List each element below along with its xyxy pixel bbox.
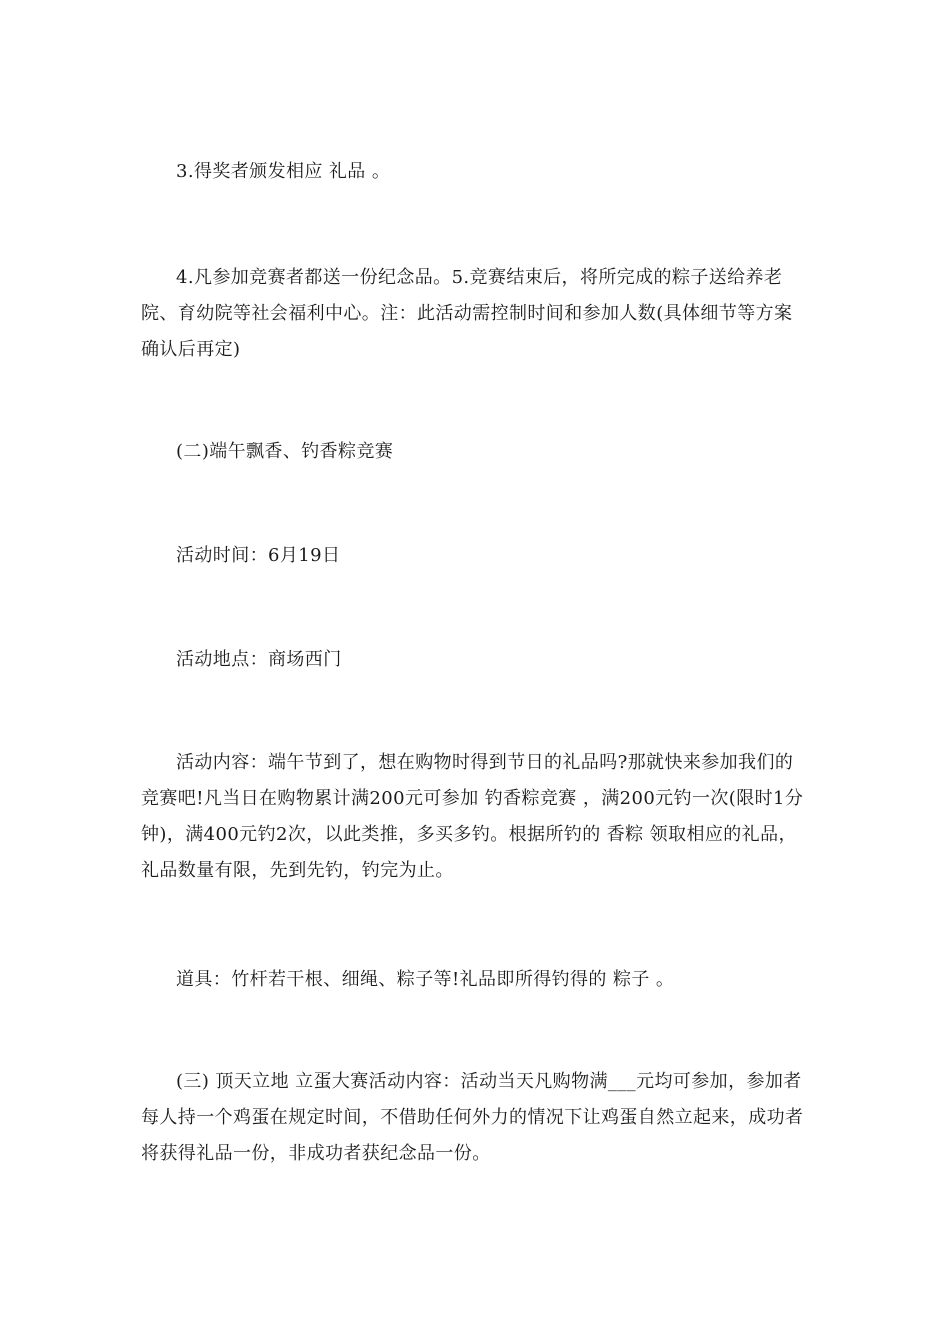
section-heading-fishing-zongzi: (二)端午飘香、钓香粽竞赛	[176, 441, 394, 462]
paragraph-souvenir-note: 4.凡参加竞赛者都送一份纪念品。5.竞赛结束后，将所完成的粽子送给养老院、育幼院等社会福利中心。注：此活动需控制时间和参加人数(具体细节等方案确认后再定)	[141, 267, 793, 360]
paragraph-activity-location: 活动地点：商场西门	[176, 649, 342, 670]
paragraph-activity-content: 活动内容：端午节到了，想在购物时得到节日的礼品吗?那就快来参加我们的竞赛吧!凡当日在购物累计满200元可参加 钓香粽竞赛 ，满200元钓一次(限时1分钟)，满400元钓2次，以此类推，多买多钓。根据所钓的 香粽 领取相应的礼品，礼品数量有限，先到先钓，钓完为止。	[141, 752, 804, 881]
paragraph-egg-standing-contest: (三) 顶天立地 立蛋大赛活动内容：活动当天凡购物满___元均可参加，参加者每人持一个鸡蛋在规定时间，不借助任何外力的情况下让鸡蛋自然立起来，成功者将获得礼品一份，非成功者获纪念品一份。	[141, 1071, 804, 1164]
paragraph-award-gifts: 3.得奖者颁发相应 礼品 。	[176, 161, 391, 182]
paragraph-activity-time: 活动时间：6月19日	[176, 545, 341, 566]
paragraph-props: 道具：竹杆若干根、细绳、粽子等!礼品即所得钓得的 粽子 。	[176, 969, 675, 990]
